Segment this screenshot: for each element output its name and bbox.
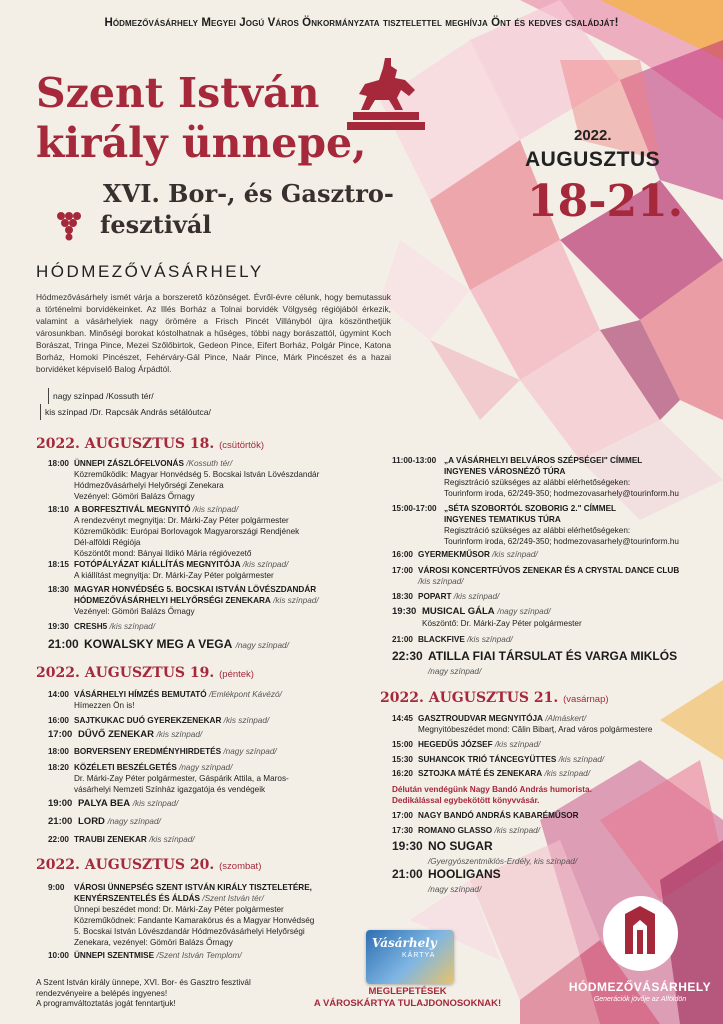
- legend-big-stage-location: /Kossuth tér/: [105, 391, 154, 401]
- day-heading-19: 2022. AUGUSZTUS 19. (péntek): [36, 665, 254, 681]
- date-month: AUGUSZTUS: [525, 148, 661, 171]
- invitation-line: Hódmezővásárhely Megyei Jogú Város Önkormányzata tisztelettel meghívja Önt és kedves családját!: [104, 17, 619, 29]
- day-heading-20: 2022. AUGUSZTUS 20. (szombat): [36, 857, 262, 873]
- subtitle-line-2: fesztivál: [100, 210, 212, 239]
- title-line-1: Szent István: [36, 69, 320, 117]
- stage-legend: [40, 388, 211, 420]
- legend-small-stage: kis színpad: [45, 407, 88, 417]
- subtitle-line-1: XVI. Bor-, és Gasztro-: [103, 179, 394, 208]
- intro-paragraph: Hódmezővásárhely ismét várja a borszerető közönséget. Évről-évre célunk, hogy bemutassuk a történelmi borvidékeinket. Az Illés Borház a Tolnai borvidék Völgység régiójából érkezik, valamint a vásárhelyiek nagy örömére a Frisch Pincét Villányból újra köszönthetjük városunkban. Minőségi borokat kóstolhatnak a hűséges, többi nagy borászattól, úgymint Koch Borászat, Tringa Pince, Mezei Szőlőbirtok, Gedeon Pince, Eifert Borház, Polgár Pince, Katona Borház, Homoki Pincészet, Fehérváry-Gál Pince, Naár Pince, Márk Pincészet és a hazai borvidéket képviselő Balog Árpádtól.: [36, 292, 391, 374]
- event-special: Délután vendégünk Nagy Bandó András humorista. Dedikálással egybekötött könyvvásár.: [392, 785, 592, 805]
- legend-big-stage: nagy színpad: [53, 391, 104, 401]
- logo-slogan: Generációk jövője az Alföldön: [593, 996, 687, 1003]
- legend-small-stage-location: /Dr. Rapcsák András sétálóutca/: [89, 407, 211, 417]
- city-logo: [603, 896, 678, 971]
- city-logo-icon: [603, 896, 678, 971]
- day-heading-21: 2022. AUGUSZTUS 21. (vasárnap): [380, 690, 609, 706]
- city-card-promo: MEGLEPETÉSEK A VÁROSKÁRTYA TULAJDONOSOKNAK!: [313, 986, 502, 1009]
- city-name: HÓDMEZŐVÁSÁRHELY: [36, 262, 264, 281]
- day-heading-18: 2022. AUGUSZTUS 18. (csütörtök): [36, 436, 264, 452]
- footer-note: A Szent István király ünnepe, XVI. Bor- és Gasztro fesztivál rendezvényeire a belépés ingyenes! A programváltoztatás jogát fenntartjuk!: [36, 978, 251, 1008]
- title-line-2: király ünnepe,: [36, 119, 367, 167]
- date-days: 18-21.: [527, 176, 684, 227]
- logo-city-name: HÓDMEZŐVÁSÁRHELY: [568, 980, 712, 994]
- grape-icon: [52, 208, 86, 242]
- city-card-image: Vásárhely KÁRTYA: [366, 930, 454, 984]
- date-year: 2022.: [574, 127, 612, 144]
